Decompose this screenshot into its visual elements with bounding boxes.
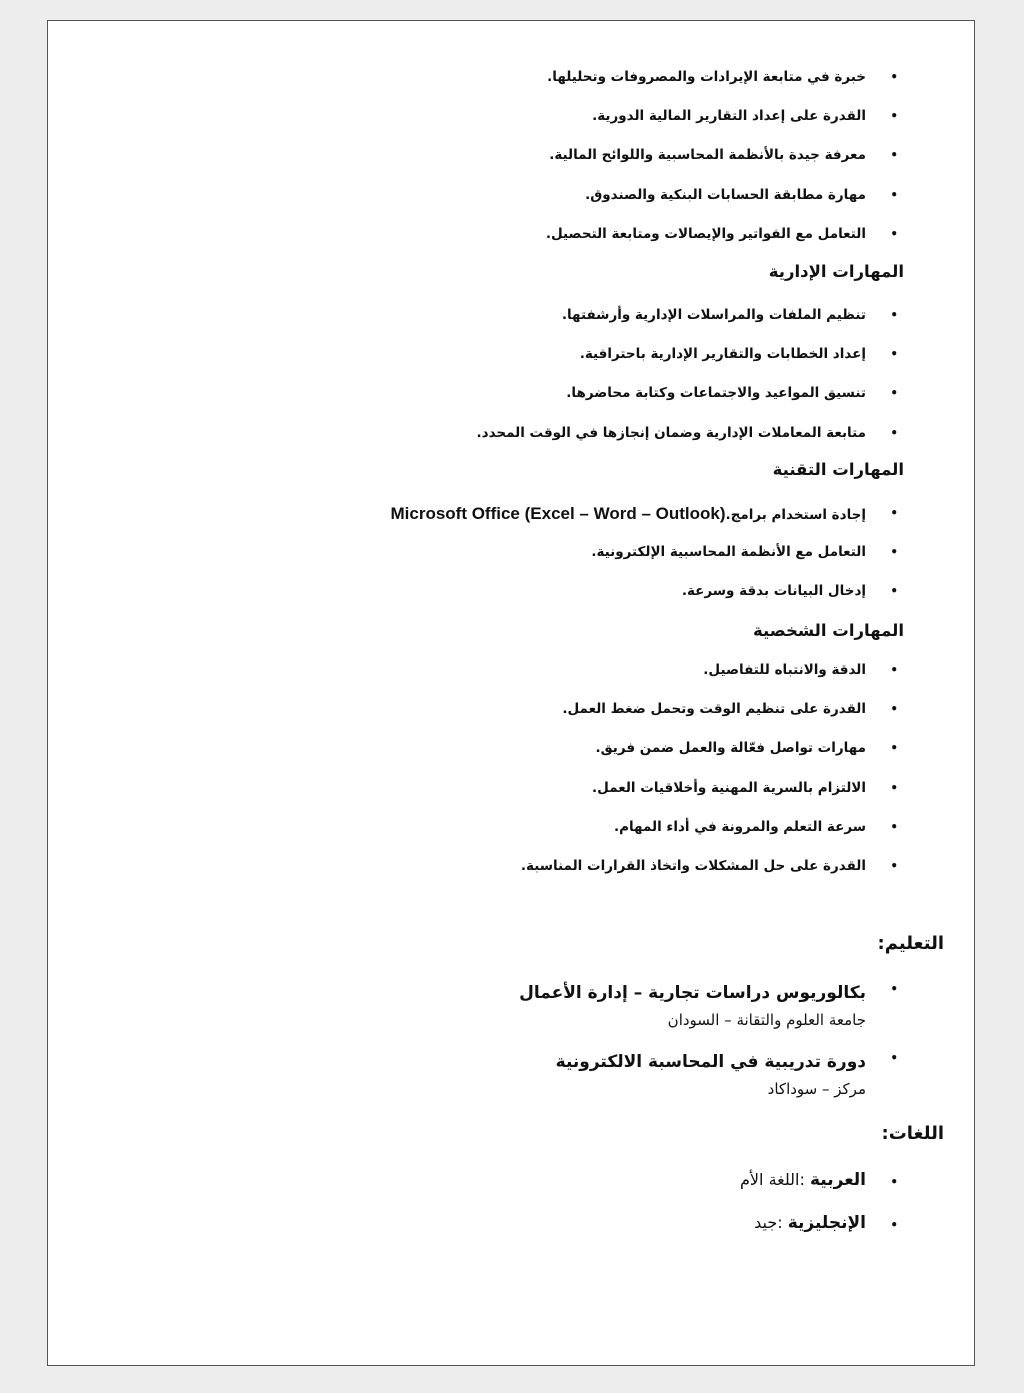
financial-skills-list bbox=[546, 58, 904, 254]
language-item: • العربية :اللغة الأم bbox=[740, 1170, 898, 1190]
list-item: • الالتزام بالسرية المهنية وأخلاقيات العمل. bbox=[592, 779, 898, 796]
list-item: • القدرة على حل المشكلات واتخاذ القرارات المناسبة. bbox=[520, 857, 898, 874]
list-item: • تنظيم الملفات والمراسلات الإدارية وأرشفتها. bbox=[561, 307, 898, 323]
list-item: • سرعة التعلم والمرونة في أداء المهام. bbox=[613, 818, 898, 835]
list-item: • التعامل مع الفواتير والإيصالات ومتابعة التحصيل. bbox=[545, 225, 898, 242]
list-item: • متابعة المعاملات الإدارية وضمان إنجازها في الوقت المحدد. bbox=[476, 424, 898, 441]
education-item: • بكالوريوس دراسات تجارية – إدارة الأعمال جامعة العلوم والتقانة – السودان bbox=[519, 982, 898, 1029]
list-item: • التعامل مع الأنظمة المحاسبية الإلكترونية. bbox=[591, 544, 898, 561]
personal-skills-list bbox=[521, 651, 904, 886]
list-item: • خبرة في متابعة الإيرادات والمصروفات وتحليلها. bbox=[547, 69, 898, 85]
list-item: • إجادة استخدام برامج.Microsoft Office (Excel – Word – Outlook) bbox=[390, 504, 898, 523]
list-item: • إدخال البيانات بدقة وسرعة. bbox=[681, 583, 898, 600]
tech-skills-heading: المهارات التقنية bbox=[772, 460, 904, 479]
languages-title: اللغات: bbox=[881, 1123, 944, 1144]
education-title: التعليم: bbox=[877, 933, 944, 954]
personal-skills-heading: المهارات الشخصية bbox=[752, 621, 904, 640]
document-page bbox=[47, 20, 975, 1366]
list-item: • تنسيق المواعيد والاجتماعات وكتابة محاضرها. bbox=[566, 385, 898, 402]
tech-skills-list bbox=[390, 494, 904, 612]
list-item: • الدقة والانتباه للتفاصيل. bbox=[703, 662, 898, 678]
list-item: • مهارة مطابقة الحسابات البنكية والصندوق. bbox=[585, 186, 898, 203]
list-item: • معرفة جيدة بالأنظمة المحاسبية واللوائح المالية. bbox=[549, 147, 898, 164]
education-item: • دورة تدريبية في المحاسبة الالكترونية مركز – سوداكاد bbox=[555, 1051, 898, 1098]
list-item: • القدرة على تنظيم الوقت وتحمل ضغط العمل. bbox=[562, 701, 898, 718]
list-item: • مهارات تواصل فعّالة والعمل ضمن فريق. bbox=[595, 740, 898, 757]
admin-skills-heading: المهارات الإدارية bbox=[768, 262, 904, 281]
language-item: • الإنجليزية :جيد bbox=[754, 1213, 898, 1233]
list-item: • القدرة على إعداد التقارير المالية الدورية. bbox=[592, 108, 898, 125]
admin-skills-list bbox=[477, 296, 904, 453]
list-item: • إعداد الخطابات والتقارير الإدارية باحترافية. bbox=[579, 346, 898, 363]
